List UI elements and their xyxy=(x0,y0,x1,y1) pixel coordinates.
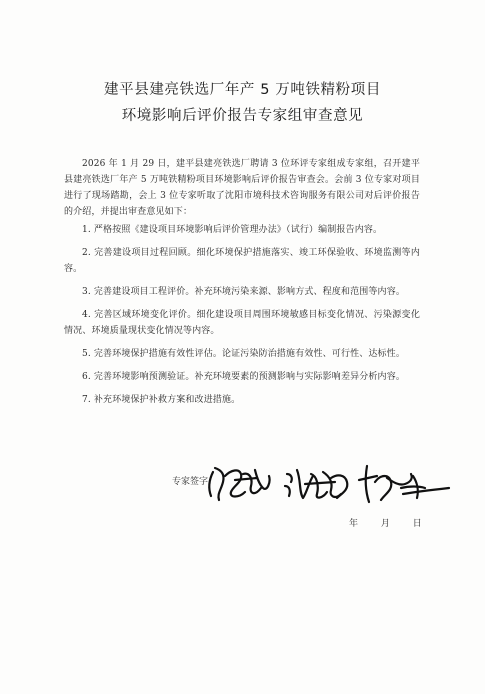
signature-2 xyxy=(285,470,347,498)
review-item-1: 1. 严格按照《建设项目环境影响后评价管理办法》（试行）编制报告内容。 xyxy=(82,225,383,235)
signature-1 xyxy=(209,468,269,500)
review-items-list xyxy=(64,222,420,415)
intro-paragraph: 2026 年 1 月 29 日，建平县建亮铁选厂聘请 3 位环评专家组成专家组，召开建平县建亮铁选厂年产 5 万吨铁精粉项目环境影响后评价报告审查会。会前 3 位专家对项目进行了现场踏勘，会上 3 位专家听取了沈阳市境科技术咨询服务有限公司对后评价报告的介绍，并提出审查意见如下： xyxy=(64,159,420,217)
signature-3 xyxy=(359,466,449,502)
review-item-3: 3. 完善建设项目工程评价。补充环境污染来源、影响方式、程度和范围等内容。 xyxy=(82,287,405,297)
date-month-label: 月 xyxy=(380,519,390,529)
date-year-label: 年 xyxy=(349,519,359,529)
review-item-2: 2. 完善建设项目过程回顾。细化环境保护措施落实、竣工环保验收、环境监测等内容。 xyxy=(64,248,420,274)
signature-label: 专家签字： xyxy=(172,477,218,487)
review-item-7: 7. 补充环境保护补救方案和改进措施。 xyxy=(82,395,241,405)
date-day-label: 日 xyxy=(412,519,422,529)
review-item-4: 4. 完善区域环境变化评价。细化建设项目周围环境敏感目标变化情况、污染源变化情况、环境质量现状变化情况等内容。 xyxy=(64,310,420,336)
review-item-6: 6. 完善环境影响预测验证。补充环境要素的预测影响与实际影响差异分析内容。 xyxy=(82,372,405,382)
handwritten-signatures xyxy=(205,452,455,512)
document-title-line1: 建平县建亮铁选厂年产 5 万吨铁精粉项目 xyxy=(104,82,381,98)
date-row xyxy=(340,516,422,529)
review-item-5: 5. 完善环境保护措施有效性评估。论证污染防治措施有效性、可行性、达标性。 xyxy=(82,349,405,359)
document-title-line2: 环境影响后评价报告专家组审查意见 xyxy=(121,108,364,124)
